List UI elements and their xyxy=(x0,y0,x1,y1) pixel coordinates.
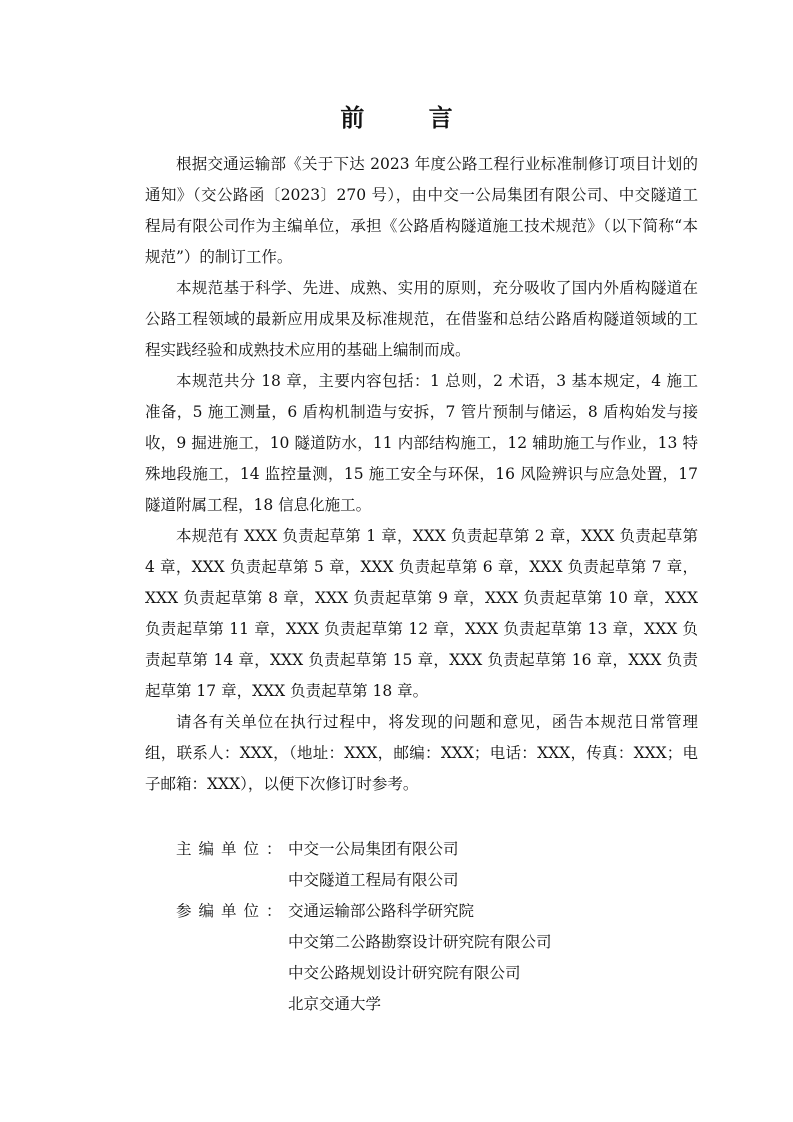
chief-units-row xyxy=(176,834,676,896)
paragraph-contents: 本规范共分 18 章，主要内容包括：1 总则，2 术语，3 基本规定，4 施工准备，5 施工测量，6 盾构机制造与安拆，7 管片预制与储运，8 盾构始发与接收，9 掘进施工，10 隧道防水，11 内部结构施工，12 辅助施工与作业，13 特殊地段施工，14 监控量测，15 施工安全与环保，16 风险辨识与应急处置，17 隧道附属工程，18 信息化施工。 xyxy=(145,372,698,514)
participating-units-list xyxy=(288,896,552,1020)
participating-unit-item: 中交公路规划设计研究院有限公司 xyxy=(288,964,521,982)
paragraph-drafters: 本规范有 XXX 负责起草第 1 章，XXX 负责起草第 2 章，XXX 负责起草第 4 章，XXX 负责起草第 5 章，XXX 负责起草第 6 章，XXX 负责起草第 7 章，XXX 负责起草第 8 章，XXX 负责起草第 9 章，XXX 负责起草第 10 章，XXX 负责起草第 11 章，XXX 负责起草第 12 章，XXX 负责起草第 13 章，XXX 负责起草第 14 章，XXX 负责起草第 15 章，XXX 负责起草第 16 章，XXX 负责起草第 17 章，XXX 负责起草第 18 章。 xyxy=(145,527,698,700)
paragraph-feedback: 请各有关单位在执行过程中，将发现的问题和意见，函告本规范日常管理组，联系人：XXX，（地址：XXX，邮编：XXX；电话：XXX，传真：XXX；电子邮箱：XXX），以便下次修订时参考。 xyxy=(145,713,698,793)
units-section xyxy=(176,834,676,1020)
participating-unit-item: 交通运输部公路科学研究院 xyxy=(288,902,475,920)
paragraph-principles: 本规范基于科学、先进、成熟、实用的原则，充分吸收了国内外盾构隧道在公路工程领域的最新应用成果及标准规范，在借鉴和总结公路盾构隧道领域的工程实践经验和成熟技术应用的基础上编制而成。 xyxy=(145,279,698,359)
participating-unit-item: 中交第二公路勘察设计研究院有限公司 xyxy=(288,933,552,951)
chief-units-label: 主编单位： xyxy=(176,840,282,858)
preface-body xyxy=(145,149,698,800)
participating-units-row xyxy=(176,896,676,1020)
participating-unit-item: 北京交通大学 xyxy=(288,995,382,1013)
chief-unit-item: 中交隧道工程局有限公司 xyxy=(288,871,459,889)
paragraph-background: 根据交通运输部《关于下达 2023 年度公路工程行业标准制修订项目计划的通知》（交公路函〔2023〕270 号），由中交一公局集团有限公司、中交隧道工程局有限公司作为主编单位，承担《公路盾构隧道施工技术规范》（以下简称“本规范”）的制订工作。 xyxy=(145,155,698,266)
page-title: 前 言 xyxy=(340,104,481,132)
participating-units-label: 参编单位： xyxy=(176,902,282,920)
chief-units-list xyxy=(288,834,459,896)
chief-unit-item: 中交一公局集团有限公司 xyxy=(288,840,459,858)
